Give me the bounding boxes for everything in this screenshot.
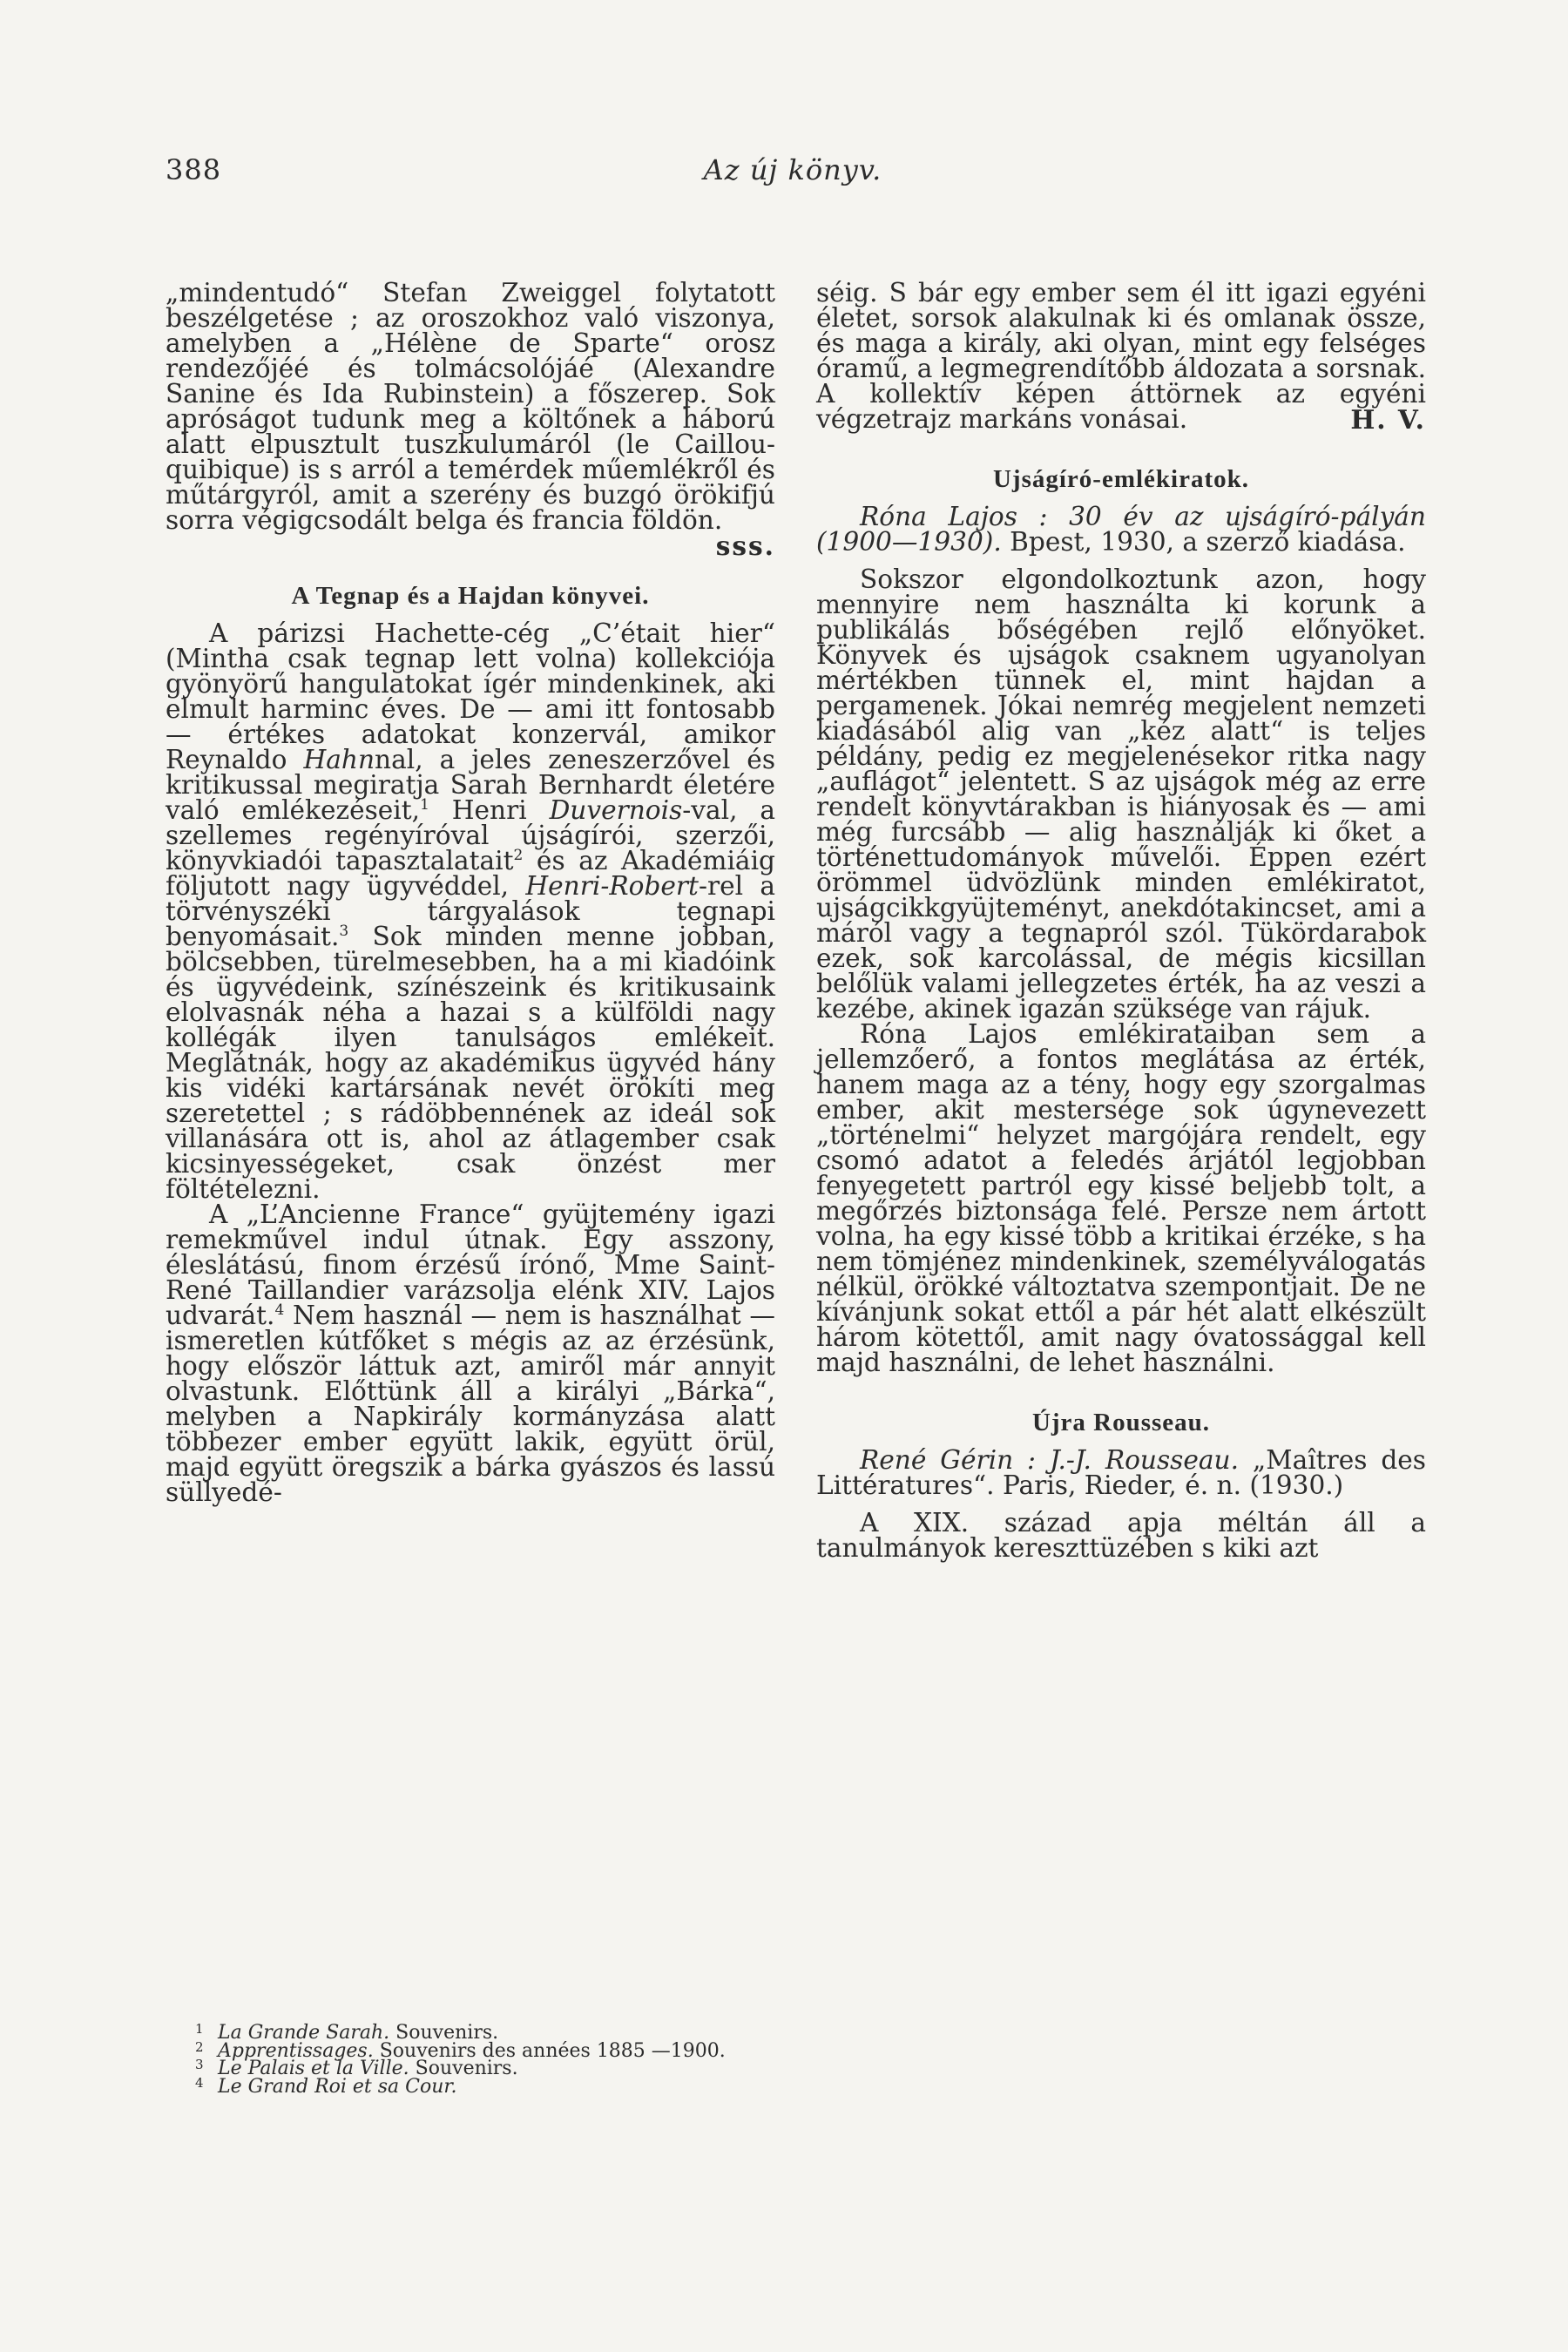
italic-name-duvernois: Duvernois <box>549 795 683 825</box>
right-paragraph-4: A XIX. század apja méltán áll a tanulmányok kereszttüzében s kiki azt <box>816 1508 1426 1563</box>
right-paragraph-1 <box>816 278 1426 435</box>
footnotes <box>195 2021 775 2098</box>
citation-gerin <box>816 1445 1426 1500</box>
footnote-rest: Souvenirs. <box>409 2058 518 2079</box>
footnote-title: Apprentissages. <box>218 2039 374 2062</box>
text-run: nal, a jeles zeneszerzővel és kritikussal megiratja Sarah Bernhardt életére való emlékezéseit, <box>166 745 776 825</box>
spacer <box>166 533 775 584</box>
left-paragraph-1-text: „mindentudó“ Stefan Zweiggel folytatott beszélgetése ; az oroszokhoz való viszonya, amelyben a „Hélène de Sparte“ orosz rendezőjéé és tolmácsolójáé (Alexandre Sanine és Ida Rubinstein) a főszerep. Sok apróságot tudunk meg a költőnek a háború alatt elpusztult tuszkulumáról (le Caillou-quibique) is s arról a temérdek műemlékről és műtárgyról, amit a szerény és buzgó örökifjú sorra végigcsodált belga és francia földön. <box>166 278 775 535</box>
left-paragraph-3 <box>166 1202 775 1505</box>
signature-hv: H. V. <box>1350 404 1426 435</box>
citation-publisher: „Maîtres des Littératures“. Paris, Rieder, é. n. (1930.) <box>816 1445 1426 1500</box>
footnote-ref-1: 1 <box>420 796 429 814</box>
left-paragraph-1 <box>166 278 775 561</box>
footnote-number: 4 <box>195 2074 204 2091</box>
footnote-rest: Souvenirs. <box>389 2022 499 2044</box>
footnote-ref-3: 3 <box>339 923 349 941</box>
text-run: -val, a szellemes regényíróval újságírói, szerzői, könyvkiadói tapasztalatait <box>166 795 775 875</box>
citation-publisher: Bpest, 1930, a szerző kiadása. <box>1001 527 1406 557</box>
text-run: A párizsi Hachette-cég „C’était hier“ (Mintha csak tegnap lett volna) kollekciója gyönyörű hangulatokat ígér mindenkinek, aki elmult harminc éves. De — ami itt fontosabb — értékes adatokat konzervál, amikor Reynaldo <box>166 618 775 774</box>
section-heading-ujsagiro: Ujságíró-emlékiratok. <box>992 465 1250 493</box>
footnote-number: 1 <box>195 2021 204 2037</box>
footnote-title: La Grande Sarah. <box>218 2022 390 2044</box>
right-paragraph-1-text: séig. S bár egy ember sem él itt igazi egyéni életet, sorsok alakulnak ki és omlanak össze, és maga a király, aki olyan, mint egy felséges óramű, a legmegrendítőbb áldozata a sorsnak. A kollektív képen áttörnek az egyéni végzetrajz markáns vonásai. <box>816 278 1426 434</box>
citation-author-title: René Gérin : J.-J. Rousseau. <box>860 1445 1239 1475</box>
text-run: -rel a törvényszéki tárgyalások tegnapi benyomásait. <box>166 871 775 951</box>
text-run: A „L’Ancienne France“ gyüjtemény igazi remekművel indul útnak. Egy asszony, éleslátású, finom érzésű írónő, Mme Saint-René Taillandier varázsolja elénk XIV. Lajos udvarát. <box>166 1200 775 1330</box>
right-paragraph-2: Sokszor elgondolkoztunk azon, hogy mennyire nem használta ki korunk a publikálás bőségében rejlő előnyöket. Könyvek és ujságok csaknem ugyanolyan mértékben tünnek el, mint hajdan a pergamenek. Jókai nemrég megjelent nemzeti kiadásából alig van „kéz alatt“ is teljes példány, pedig ez megjelenésekor ritka nagy „auflágot“ jelentett. S az ujságok még az erre rendelt könyvtárakban is hiányosak és — ami még furcsább — alig használják ki őket a történettudományok művelői. Éppen ezért örömmel üdvözlünk minden emlékiratot, ujságcikkgyüjteményt, anekdótakincset, ami a máról vagy a tegnapról szól. Tükördarabok ezek, sok karcolással, de mégis kicsillan belőlük valami jellegzetes érték, ha az veszi a kezébe, akinek igazán szüksége van rájuk. <box>816 564 1426 1024</box>
running-title: Az új könyv. <box>703 153 882 186</box>
spacer <box>816 1375 1426 1410</box>
section-heading-tegnap: A Tegnap és a Hajdan könyvei. <box>291 582 650 610</box>
left-paragraph-2 <box>166 618 776 1204</box>
text-run: Henri <box>429 795 550 825</box>
footnote-title: Le Palais et la Ville. <box>218 2058 409 2079</box>
spacer <box>816 432 1426 467</box>
text-run: és az Akadémiáig följutott nagy ügyvéddel, <box>166 846 775 901</box>
italic-name-hahn: Hahn <box>303 745 375 774</box>
citation-rona <box>816 504 1426 555</box>
footnote-title: Le Grand Roi et sa Cour. <box>218 2075 457 2098</box>
footnote-ref-4: 4 <box>274 1301 285 1320</box>
right-paragraph-3: Róna Lajos emlékirataiban sem a jellemzőerő, a fontos meglátása az érték, hanem maga az a tény, hogy egy szorgalmas ember, akit mestersége sok úgynevezett „történelmi“ helyzet margójára rendelt, egy csomó adatot a feledés árjától legjobban fenyegetett partról egy kissé beljebb tolt, a megőrzés biztonsága felé. Persze nem ártott volna, ha egy kissé több a kritikai érzéke, s ha nem tömjénez mindenkinek, személyválogatás nélkül, örökké változtatva szempontjait. De ne kívánjunk sokat ettől a pár hét alatt elkészült három kötettől, amit nagy óvatossággal kell majd használni, de lehet használni. <box>816 1019 1426 1377</box>
footnote-number: 3 <box>195 2057 204 2072</box>
citation-author-title: Róna Lajos : 30 év az ujságíró-pályán (1900—1930). <box>816 502 1426 557</box>
right-column <box>816 280 1426 1561</box>
footnote-number: 2 <box>195 2038 204 2055</box>
italic-name-henri-robert: Henri-Robert <box>525 871 699 901</box>
left-column <box>166 280 775 1505</box>
signature-sss: sss. <box>715 531 775 561</box>
page-number: 388 <box>166 153 222 186</box>
text-run: Nem használ — nem is használhat — ismeretlen kútfőket s mégis az az érzésünk, hogy először láttuk azt, amiről már annyit olvastunk. Előttünk áll a királyi „Bárka“, melyben a Napkirály kormányzása alatt többezer ember együtt lakik, együtt örül, majd együtt öregszik a bárka gyászos és lassú süllyedé- <box>166 1301 775 1507</box>
text-run: Sok minden menne jobban, bölcsebben, türelmesebben, ha a mi kiadóink és ügyvédeink, színészeink és kritikusaink elolvasnák néha a hazai s a külföldi nagy kollégák ilyen tanulságos emlékeit. Meglátnák, hogy az akadémikus ügyvéd hány kis vidéki kartársának nevét örökíti meg szeretettel ; s rádöbbennének az ideál sok villanására ott is, ahol az átlagember csak kicsinyességeket, csak önzést mer föltételezni. <box>166 922 775 1204</box>
page-header <box>166 153 1420 197</box>
footnote-rest: Souvenirs des années 1885 —1900. <box>373 2039 726 2062</box>
footnote-4 <box>195 2074 775 2098</box>
footnote-ref-2: 2 <box>513 847 524 865</box>
section-heading-rousseau: Újra Rousseau. <box>1031 1409 1211 1436</box>
